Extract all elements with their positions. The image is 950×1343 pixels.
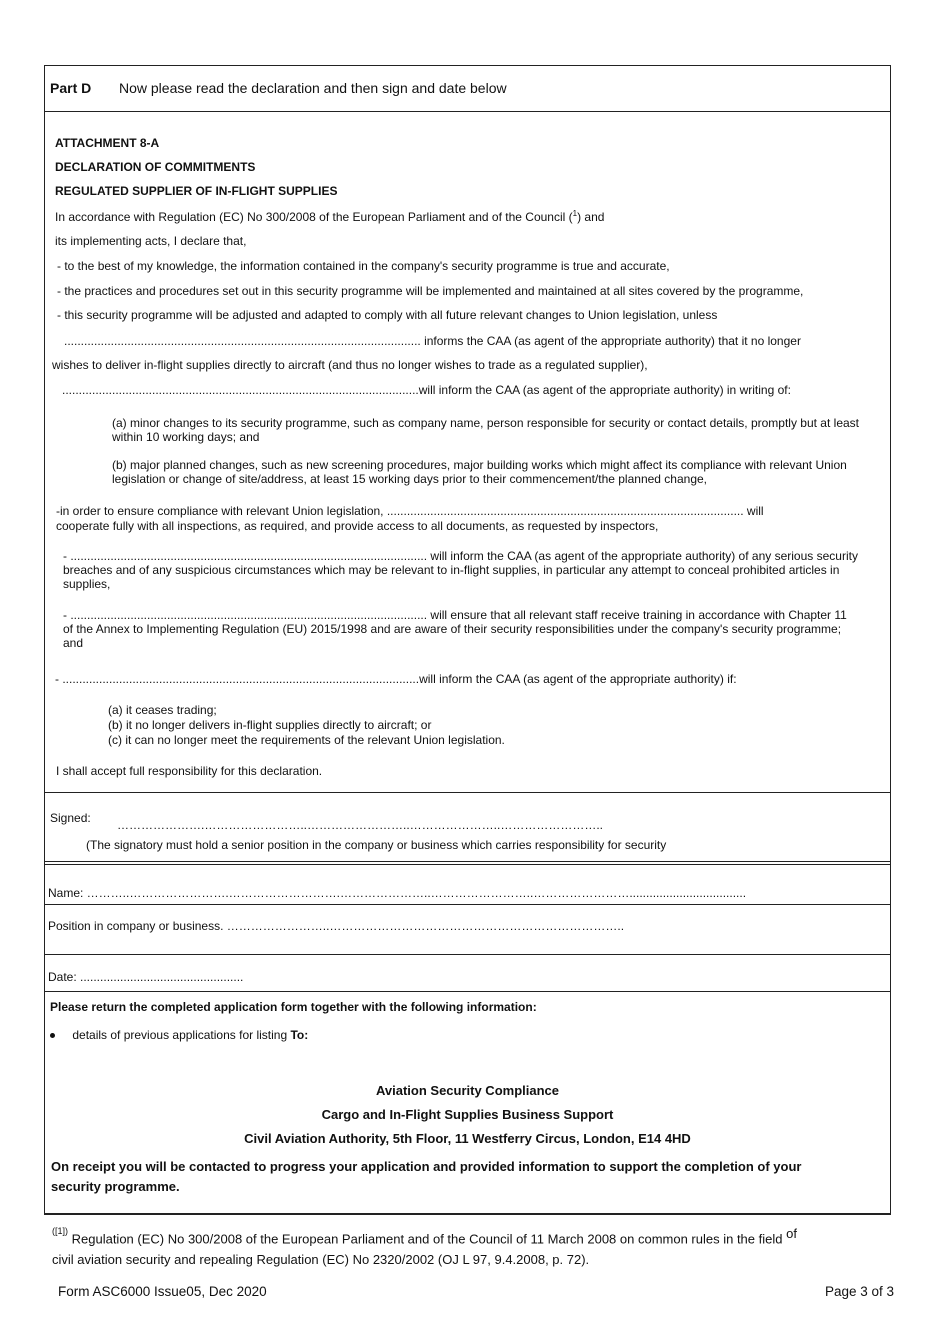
return-heading: Please return the completed application form together with the following information: (50, 1000, 537, 1014)
commitment-5: ...........................................................................................................will inform the CAA (as agent of the appropriate authority) in writing of: (62, 383, 791, 397)
address-line-2: Cargo and In-Flight Supplies Business Support (321, 1107, 614, 1122)
receipt-note: On receipt you will be contacted to progress your application and provided information to support the completion of your security programme. (51, 1159, 802, 1194)
commitment-1: - to the best of my knowledge, the information contained in the company's security programme is true and accurate, (57, 259, 670, 273)
commitment-7: - ........................................................................................................... will inform the CAA (as agent of the appropriate authority) of any serious security breaches and of any suspicious circumstances which may be relevant to in-flight supplies, in particular any attempt to conceal prohibited articles in supplies, (63, 549, 858, 591)
commitment-3: - this security programme will be adjusted and adapted to comply with all future relevant changes to Union legislation, unless (57, 308, 718, 322)
address-line-1: Aviation Security Compliance (375, 1083, 559, 1098)
footnote-line-1: $^{([1])}$ Regulation (EC) No 300/2008 of the European Parliament and of the Council of 11 March 2008 on common rules in the field of (52, 1226, 797, 1247)
page-number: Page 3 of 3 (824, 1284, 894, 1299)
divider (45, 991, 890, 992)
commitment-6b: cooperate fully with all inspections, as required, and provide access to all documents, as requested by inspectors, (56, 519, 659, 533)
divider (45, 111, 890, 112)
position-field[interactable]: Position in company or business. ……………………..……………………………………………………………….. (48, 919, 625, 933)
signature-field[interactable]: ………………….……………………..……………………..…………………..…………………….. (117, 818, 604, 832)
condition-a: (a) it ceases trading; (108, 703, 217, 717)
form-identifier: Form ASC6000 Issue05, Dec 2020 (58, 1284, 267, 1299)
commitment-8: - ........................................................................................................... will ensure that all relevant staff receive training in accordance with Chapter 11 of the Annex to Implementing Regulation (EU) 2015/1998 and are aware of their security responsibilities under the company's security programme; and (63, 608, 847, 650)
name-field[interactable]: Name: ………..…………………….……………………….…………………..……………………..……………………................................... (48, 886, 747, 900)
major-changes: (b) major planned changes, such as new screening procedures, major building works which might affect its compliance with relevant Union legislation or change of site/address, at least 15 working days prior to their commencement/the planned change, (112, 458, 847, 486)
commitment-9: - ...........................................................................................................will inform the CAA (as agent of the appropriate authority) if: (55, 672, 737, 686)
commitment-4a: ........................................................................................................... informs the CAA (as agent of the appropriate authority) that it no longer (64, 334, 801, 348)
commitment-6a: -in order to ensure compliance with relevant Union legislation, ........................................................................................................... will (56, 504, 764, 518)
address-line-3: Civil Aviation Authority, 5th Floor, 11 Westferry Circus, London, E14 4HD (244, 1131, 691, 1146)
declaration-subtitle: REGULATED SUPPLIER OF IN-FLIGHT SUPPLIES (55, 184, 338, 198)
divider (45, 954, 890, 955)
footnote-line-2: civil aviation security and repealing Regulation (EC) No 2320/2002 (OJ L 97, 9.4.2008, p. 72). (52, 1252, 590, 1267)
attachment-label: ATTACHMENT 8-A (55, 136, 160, 150)
part-label: Part D (50, 80, 92, 96)
commitment-4b: wishes to deliver in-flight supplies directly to aircraft (and thus no longer wishes to trade as a regulated supplier), (52, 358, 648, 372)
bullet-icon (50, 1033, 55, 1038)
minor-changes: (a) minor changes to its security programme, such as company name, person responsible for security or contact details, promptly but at least within 10 working days; and (112, 416, 859, 444)
form-frame (44, 65, 891, 1215)
date-field[interactable]: Date: ................................................. (48, 970, 244, 984)
condition-c: (c) it can no longer meet the requirements of the relevant Union legislation. (108, 733, 505, 747)
declaration-title: DECLARATION OF COMMITMENTS (55, 160, 256, 174)
divider (45, 864, 890, 865)
intro-line-2: its implementing acts, I declare that, (55, 234, 247, 248)
responsibility-statement: I shall accept full responsibility for this declaration. (56, 764, 323, 778)
bullet-item: details of previous applications for listing To: (50, 1028, 308, 1042)
commitment-2: - the practices and procedures set out in this security programme will be implemented and maintained at all sites covered by the programme, (57, 284, 804, 298)
signatory-note: (The signatory must hold a senior position in the company or business which carries responsibility for security (86, 838, 667, 852)
part-instruction: Now please read the declaration and then sign and date below (119, 80, 507, 96)
divider (45, 904, 890, 905)
intro-line-1: In accordance with Regulation (EC) No 300/2008 of the European Parliament and of the Council ($^1$) and (55, 209, 605, 224)
divider (45, 792, 890, 793)
divider (45, 861, 890, 862)
condition-b: (b) it no longer delivers in-flight supplies directly to aircraft; or (108, 718, 432, 732)
signed-label: Signed: (50, 811, 91, 825)
